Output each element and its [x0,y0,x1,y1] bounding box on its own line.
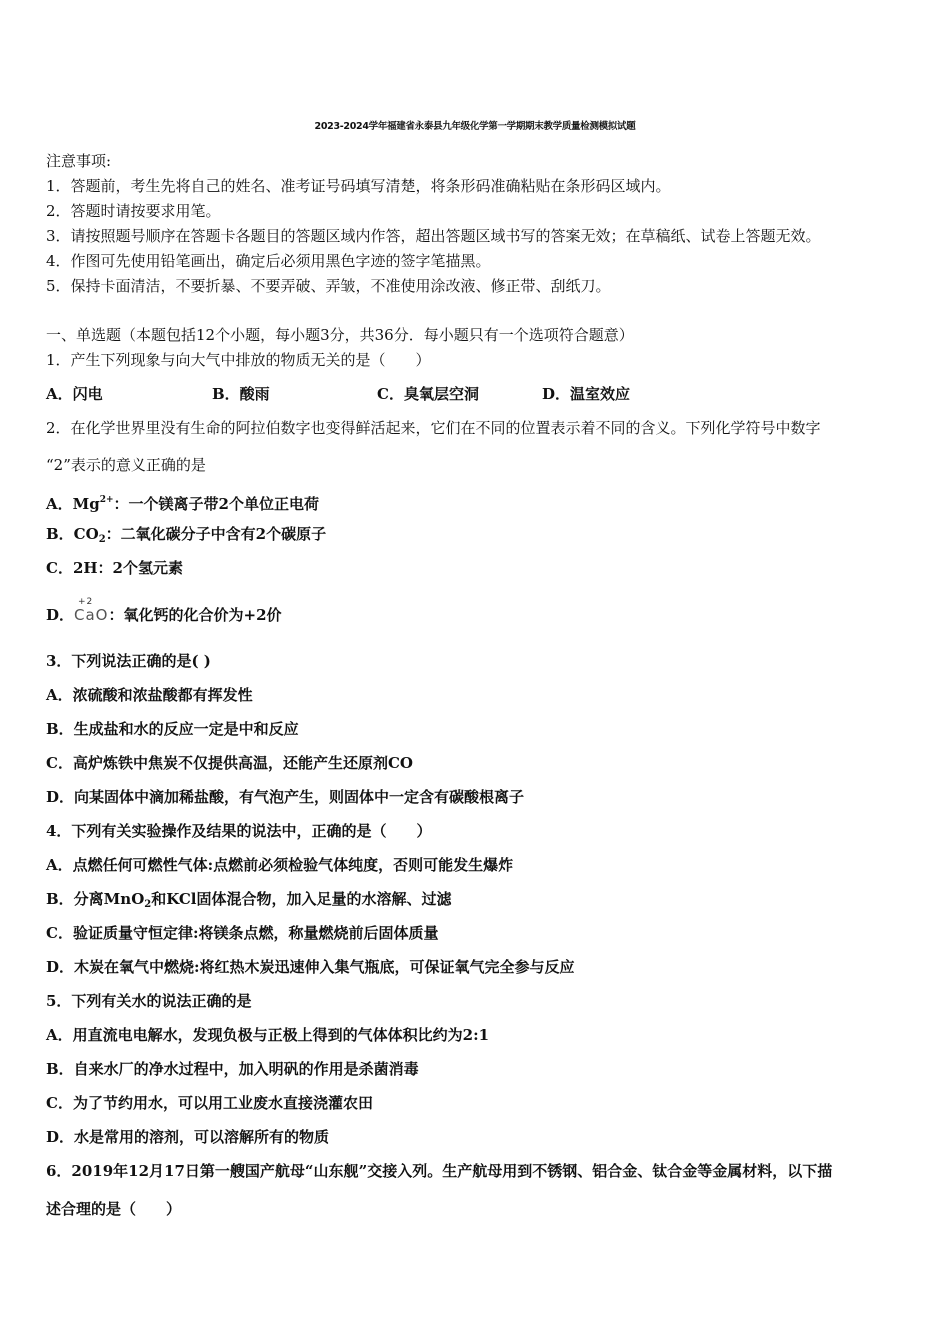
question-5-option-b: B．自来水厂的净水过程中，加入明矾的作用是杀菌消毒 [46,1060,419,1078]
question-4-option-c: C．验证质量守恒定律:将镁条点燃，称量燃烧前后固体质量 [46,924,439,942]
notice-heading: 注意事项: [46,152,112,170]
question-2-option-a [46,490,319,514]
page-title: 2023-2024学年福建省永泰县九年级化学第一学期期末教学质量检测模拟试题 [314,121,636,132]
option-d: D．温室效应 [542,385,631,403]
section-heading: 一、单选题（本题包括12个小题，每小题3分，共36分．每小题只有一个选项符合题意） [46,326,634,344]
question-5-option-c: C．为了节约用水，可以用工业废水直接浇灌农田 [46,1094,373,1112]
question-3-option-c: C．高炉炼铁中焦炭不仅提供高温，还能产生还原剂CO [46,754,413,772]
question-4-stem: 4．下列有关实验操作及结果的说法中，正确的是（ ） [46,822,432,840]
option-b-label: B．CO [46,525,99,543]
question-4-option-b [46,889,452,915]
valence-formula [74,597,109,625]
option-a-label: A．Mg [46,495,100,513]
notice-item: 4．作图可先使用铅笔画出，确定后必须用黑色字迹的签字笔描黑。 [46,252,491,270]
question-1-stem: 1．产生下列现象与向大气中排放的物质无关的是（ ） [46,351,431,369]
question-4-option-a: A．点燃任何可燃性气体:点燃前必须检验气体纯度，否则可能发生爆炸 [46,856,514,874]
formula: CaO [74,606,109,624]
question-3-option-b: B．生成盐和水的反应一定是中和反应 [46,720,299,738]
question-2-option-c: C．2H：2个氢元素 [46,559,183,577]
ion-charge: 2+ [99,495,114,505]
question-2-option-b [46,524,326,550]
option-d-label: D． [46,606,75,624]
question-3-stem: 3．下列说法正确的是( ) [46,652,211,670]
notice-item: 3．请按照题号顺序在答题卡各题目的答题区域内作答，超出答题区域书写的答案无效；在草稿纸、试卷上答题无效。 [46,227,821,245]
notice-item: 2．答题时请按要求用笔。 [46,202,221,220]
question-2-stem: 2．在化学世界里没有生命的阿拉伯数字也变得鲜活起来，它们在不同的位置表示着不同的含义。下列化学符号中数字 [46,419,821,437]
question-5-stem: 5．下列有关水的说法正确的是 [46,992,252,1010]
valence-mark: +2 [78,597,94,607]
question-3-option-a: A．浓硫酸和浓盐酸都有挥发性 [46,686,253,704]
option-a-text: ：一个镁离子带2个单位正电荷 [113,495,319,513]
question-4-option-d: D．木炭在氧气中燃烧:将红热木炭迅速伸入集气瓶底，可保证氧气完全参与反应 [46,958,575,976]
question-5-option-d: D．水是常用的溶剂，可以溶解所有的物质 [46,1128,330,1146]
notice-item: 1．答题前，考生先将自己的姓名、准考证号码填写清楚，将条形码准确粘贴在条形码区域内。 [46,177,671,195]
question-6-stem-cont: 述合理的是（ ） [46,1200,182,1218]
question-2-stem-cont: “2”表示的意义正确的是 [46,456,206,474]
question-5-option-a: A．用直流电电解水，发现负极与正极上得到的气体体积比约为2:1 [46,1026,490,1044]
option-b-text: ：二氧化碳分子中含有2个碳原子 [105,525,327,543]
option-c: C．臭氧层空洞 [377,385,479,403]
option-d-text: ：氧化钙的化合价为+2价 [108,606,282,624]
question-3-option-d: D．向某固体中滴加稀盐酸，有气泡产生，则固体中一定含有碳酸根离子 [46,788,525,806]
question-6-stem: 6．2019年12月17日第一艘国产航母“山东舰”交接入列。生产航母用到不锈钢、铝合金、钛合金等金属材料，以下描 [46,1162,833,1180]
option-a: A．闪电 [46,385,103,403]
option-b-pre: B．分离MnO [46,890,145,908]
option-b: B．酸雨 [212,385,270,403]
option-b-post: 和KCl固体混合物，加入足量的水溶解、过滤 [151,890,452,908]
subscript: 2 [98,534,106,545]
subscript: 2 [144,899,152,910]
question-2-option-d [46,597,282,625]
notice-item: 5．保持卡面清洁，不要折暴、不要弄破、弄皱，不准使用涂改液、修正带、刮纸刀。 [46,277,611,295]
